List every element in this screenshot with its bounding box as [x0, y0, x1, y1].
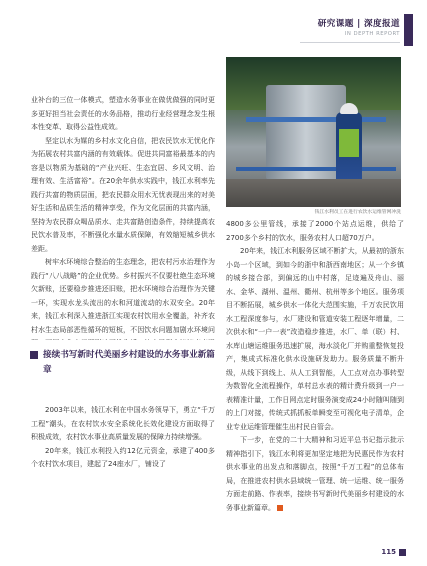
page-number-block	[399, 549, 406, 556]
section-header-subtitle: IN DEPTH REPORT	[344, 31, 400, 37]
article-column-left-bottom	[31, 404, 215, 530]
paragraph: 4800多公里管线，承接了2000个站点运维，供给了2700多个乡村的饮水，服务农村人口超70万户。	[226, 220, 404, 242]
article-column-left-top	[31, 94, 215, 340]
paragraph: 20年来，钱江水利服务区域不断扩大，从最初的浙东小岛一个区域，到如今的浙中和浙西南地区；从一个乡镇的城乡接合部，到偏远的山中村落，足迹遍及舟山、丽水、金华、湖州、温州、衢州、杭州等多个地区。服务项目不断拓展，城乡供水一体化大范围实施，千万农民饮用水工程深度参与，水厂建设和管道安装工程逐年增量，二次供水和“一户一表”改造稳步推进，水厂、单（联）村、水库山塘运维服务迅速扩展，海水淡化厂并购重整恢复投产，集成式标准化供水设施研发助力。服务质量不断升级，从线下到线上、从人工到智能，人工点对点办事转型为数智化全流程操作，单村总水表的精计费升级到一户一表精准计量，工作日网点定时服务演变成24小时随叫随到的上门对接，传统式抓抓板单瞬变至可视化电子清单，企业专业运维管理催生出村民自管会。	[226, 247, 404, 431]
paragraph: 20年来，钱江水利投入约12亿元资金，承建了400多个农村饮水项目，建起了24座水厂，铺设了	[31, 446, 215, 468]
blue-pipe	[246, 117, 386, 122]
section-heading-text: 接续书写新时代美丽乡村建设的水务事业新篇章	[43, 350, 215, 375]
header-divider	[300, 42, 400, 43]
end-of-article-icon	[277, 505, 283, 511]
paragraph-text: 下一步，在党的二十大精神和习近平总书记指示批示精神指引下，钱江水利将更加坚定地把为民惠民作为农村供水事业的出发点和落脚点，按照“千万工程”的总体布局，在推进农村供水县域统一管理、统一运维、统一服务方面走前路、作表率，接续书写新时代美丽乡村建设的水务事业新篇章。	[226, 436, 404, 512]
paragraph: 业补台的三位一体模式，塑造水务事业在做优做强的同时更多更好担当社会责任的水务品格，推动行业经营理念发生根本性变革、取得公益性成效。	[31, 96, 215, 131]
page-number: 115	[381, 548, 396, 556]
photo-caption: 钱江水利员工在进行农饮水运维管网冲洗	[314, 210, 401, 215]
water-tank	[266, 85, 346, 180]
blue-pipe	[236, 167, 396, 171]
section-heading	[30, 348, 216, 394]
paragraph	[226, 434, 404, 515]
paragraph: 2003年以来，钱江水利在中国水务领导下，勇立“千万工程”潮头，在农村饮水安全系统化长效化建设方面取得了积极成效，农村饮水事业高质量发展的保障力持续增强。	[31, 406, 215, 441]
article-photo	[226, 57, 401, 207]
section-header-title: 研究课题 | 深度报道	[317, 19, 400, 29]
paragraph: 树牢水环境综合整治的生态理念，把农村污水治理作为践行“八八战略”的企业优势。乡村振兴不仅要杜绝生态环境欠新账，还要稳步推进还旧账，把水环境综合治理作为关键一环，实现水龙头流出的水和河道流动的水双安全。20年来，钱江水利深入推进浙江实现农村饮用水全覆盖，补齐农村水生态局部恶性循环的短板，不因饮水问题加剧水环境问	[31, 258, 215, 334]
article-column-right	[226, 218, 404, 534]
paragraph: 坚定以水为媒的乡村水文化自信，把农民饮水无忧化作为拓展农村共富内涵的有效载体。促进共同富裕最基本的内容是以物质为基础的“产业兴旺、生态宜居、乡风文明、治理有效、生活富裕”。在20余年供水实践中，钱江水利率先践行共富的物质层面，把农民群众用水无忧表现出来的对美好生活和品质生活的精神享受，作为文化层面的共富内涵，坚持为农民群众喝品质水、走共富路创造条件，持续提高农民饮水普及率，不断强化水量水质保障，有效缩短城乡供水差距。	[31, 136, 215, 253]
corner-color-block	[404, 14, 413, 46]
heading-marker-icon	[30, 351, 38, 359]
